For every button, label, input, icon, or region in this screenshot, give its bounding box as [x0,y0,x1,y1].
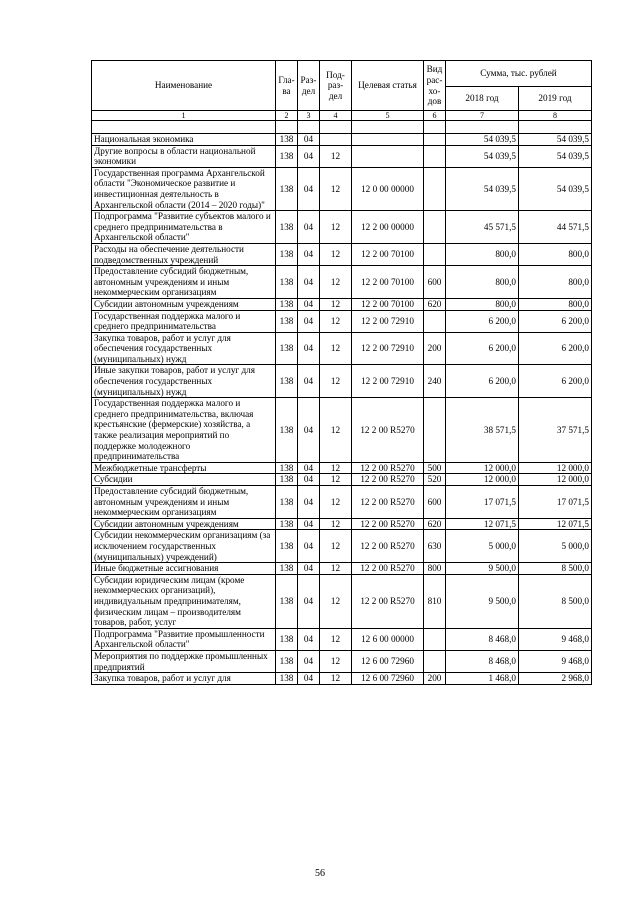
cell-name: Субсидии некоммерческим организациям (за исключением государственных (муниципальных) учреждений) [92,530,276,563]
table-row [92,298,592,310]
cell-target: 12 2 00 R5270 [352,563,424,575]
cell-section: 04 [298,243,320,265]
cell-sum-2019: 9 468,0 [519,650,592,672]
spacer-row [92,121,592,134]
cell-section: 04 [298,211,320,244]
table-row [92,628,592,650]
cell-sum-2018: 800,0 [446,298,519,310]
cell-section: 04 [298,145,320,167]
cell-target: 12 2 00 72910 [352,310,424,332]
cell-section: 04 [298,650,320,672]
cell-sum-2019: 2 968,0 [519,673,592,685]
cell-chapter: 138 [276,530,298,563]
cell-sum-2018: 1 468,0 [446,673,519,685]
cell-section: 04 [298,628,320,650]
cell-target: 12 2 00 70100 [352,298,424,310]
cell-sum-2018: 9 500,0 [446,574,519,628]
table-row [92,518,592,530]
cell-section: 04 [298,462,320,474]
cell-sum-2018: 8 468,0 [446,650,519,672]
cell-sum-2019: 6 200,0 [519,365,592,398]
cell-name: Предоставление субсидий бюджетным, автономным учреждениям и иным некоммерческим организациям [92,486,276,519]
cell-expense-type [424,167,446,210]
column-number: 6 [424,111,446,121]
cell-target: 12 2 00 00000 [352,211,424,244]
cell-chapter: 138 [276,266,298,299]
cell-subsection: 12 [320,211,352,244]
cell-target: 12 2 00 R5270 [352,398,424,463]
cell-name: Государственная программа Архангельской области "Экономическое развитие и инвестиционная деятельность в Архангельской области (2014 – 2020 годы)" [92,167,276,210]
cell-subsection: 12 [320,167,352,210]
cell-section: 04 [298,574,320,628]
cell-name: Иные закупки товаров, работ и услуг для обеспечения государственных (муниципальных) нужд [92,365,276,398]
cell-subsection: 12 [320,298,352,310]
cell-name: Субсидии автономным учреждениям [92,298,276,310]
column-number: 1 [92,111,276,121]
cell-sum-2018: 6 200,0 [446,365,519,398]
cell-target [352,134,424,146]
cell-name: Субсидии [92,474,276,486]
cell-name: Иные бюджетные ассигнования [92,563,276,575]
cell-sum-2018: 8 468,0 [446,628,519,650]
cell-section: 04 [298,486,320,519]
cell-name: Предоставление субсидий бюджетным, автономным учреждениям и иным некоммерческим организациям [92,266,276,299]
table-body [92,121,592,685]
cell-name: Подпрограмма "Развитие промышленности Архангельской области" [92,628,276,650]
header-expense-type: Вид рас-хо-дов [424,61,446,111]
cell-name: Межбюджетные трансферты [92,462,276,474]
cell-chapter: 138 [276,332,298,365]
cell-section: 04 [298,134,320,146]
cell-expense-type [424,243,446,265]
cell-chapter: 138 [276,310,298,332]
cell-expense-type: 600 [424,266,446,299]
cell-target: 12 6 00 72960 [352,650,424,672]
cell-target: 12 2 00 72910 [352,332,424,365]
column-number: 5 [352,111,424,121]
table-row [92,563,592,575]
cell-chapter: 138 [276,574,298,628]
cell-subsection: 12 [320,486,352,519]
cell-chapter: 138 [276,298,298,310]
table-row [92,486,592,519]
cell-section: 04 [298,530,320,563]
cell-sum-2019: 12 071,5 [519,518,592,530]
cell-subsection: 12 [320,310,352,332]
cell-subsection: 12 [320,462,352,474]
cell-section: 04 [298,563,320,575]
cell-expense-type: 240 [424,365,446,398]
cell-sum-2018: 54 039,5 [446,134,519,146]
cell-chapter: 138 [276,650,298,672]
cell-section: 04 [298,398,320,463]
cell-expense-type: 520 [424,474,446,486]
cell-chapter: 138 [276,518,298,530]
page-number: 56 [315,868,325,879]
cell-chapter: 138 [276,462,298,474]
cell-expense-type: 200 [424,332,446,365]
cell-name: Государственная поддержка малого и среднего предпринимательства [92,310,276,332]
cell-expense-type [424,310,446,332]
cell-target: 12 6 00 72960 [352,673,424,685]
header-sum: Сумма, тыс. рублей [446,61,592,87]
cell-sum-2018: 5 000,0 [446,530,519,563]
cell-sum-2018: 45 571,5 [446,211,519,244]
cell-target: 12 2 00 R5270 [352,486,424,519]
cell-subsection: 12 [320,243,352,265]
header-year-2019: 2019 год [519,87,592,111]
column-number: 3 [298,111,320,121]
cell-chapter: 138 [276,167,298,210]
cell-target: 12 2 00 R5270 [352,530,424,563]
column-number: 7 [446,111,519,121]
cell-sum-2018: 9 500,0 [446,563,519,575]
cell-sum-2018: 38 571,5 [446,398,519,463]
cell-sum-2019: 6 200,0 [519,310,592,332]
cell-sum-2019: 12 000,0 [519,474,592,486]
cell-name: Закупка товаров, работ и услуг для [92,673,276,685]
cell-sum-2018: 6 200,0 [446,310,519,332]
cell-expense-type: 800 [424,563,446,575]
header-chapter: Гла-ва [276,61,298,111]
header-year-2018: 2018 год [446,87,519,111]
cell-sum-2018: 800,0 [446,266,519,299]
cell-name: Государственная поддержка малого и среднего предпринимательства, включая крестьянские (фермерские) хозяйства, а также реализация мероприятий по поддержке молодежного предпринимательства [92,398,276,463]
cell-section: 04 [298,474,320,486]
cell-sum-2019: 44 571,5 [519,211,592,244]
cell-section: 04 [298,673,320,685]
cell-expense-type: 500 [424,462,446,474]
table-row [92,332,592,365]
cell-chapter: 138 [276,211,298,244]
cell-chapter: 138 [276,134,298,146]
table-row [92,266,592,299]
table-row [92,673,592,685]
cell-sum-2019: 54 039,5 [519,167,592,210]
cell-name: Субсидии автономным учреждениям [92,518,276,530]
cell-target [352,145,424,167]
table-row [92,462,592,474]
cell-sum-2019: 54 039,5 [519,134,592,146]
cell-subsection: 12 [320,650,352,672]
table-row [92,530,592,563]
cell-chapter: 138 [276,673,298,685]
table-row [92,365,592,398]
cell-expense-type [424,134,446,146]
cell-subsection: 12 [320,530,352,563]
cell-expense-type [424,211,446,244]
cell-subsection [320,134,352,146]
cell-expense-type [424,628,446,650]
cell-section: 04 [298,365,320,398]
cell-subsection: 12 [320,365,352,398]
cell-subsection: 12 [320,398,352,463]
cell-subsection: 12 [320,563,352,575]
table-row [92,243,592,265]
cell-subsection: 12 [320,673,352,685]
cell-chapter: 138 [276,486,298,519]
cell-chapter: 138 [276,628,298,650]
cell-subsection: 12 [320,574,352,628]
cell-sum-2018: 54 039,5 [446,145,519,167]
cell-chapter: 138 [276,243,298,265]
cell-section: 04 [298,310,320,332]
cell-section: 04 [298,298,320,310]
cell-name: Субсидии юридическим лицам (кроме некоммерческих организаций), индивидуальным предпринимателям, физическим лицам – производителям товаров, работ, услуг [92,574,276,628]
cell-subsection: 12 [320,628,352,650]
cell-sum-2018: 800,0 [446,243,519,265]
cell-expense-type: 620 [424,518,446,530]
cell-expense-type: 600 [424,486,446,519]
cell-sum-2019: 6 200,0 [519,332,592,365]
cell-sum-2018: 17 071,5 [446,486,519,519]
cell-section: 04 [298,266,320,299]
column-number-row [92,111,592,121]
cell-target: 12 2 00 70100 [352,243,424,265]
cell-chapter: 138 [276,145,298,167]
cell-sum-2019: 800,0 [519,266,592,299]
cell-chapter: 138 [276,365,298,398]
cell-target: 12 2 00 R5270 [352,474,424,486]
cell-target: 12 2 00 R5270 [352,518,424,530]
cell-subsection: 12 [320,145,352,167]
cell-chapter: 138 [276,474,298,486]
table-row [92,211,592,244]
cell-chapter: 138 [276,563,298,575]
cell-target: 12 6 00 00000 [352,628,424,650]
cell-expense-type [424,398,446,463]
cell-target: 12 2 00 72910 [352,365,424,398]
budget-table [91,60,592,685]
table-row [92,574,592,628]
table-row [92,650,592,672]
cell-name: Закупка товаров, работ и услуг для обеспечения государственных (муниципальных) нужд [92,332,276,365]
cell-section: 04 [298,167,320,210]
cell-expense-type: 630 [424,530,446,563]
cell-sum-2018: 54 039,5 [446,167,519,210]
cell-expense-type: 810 [424,574,446,628]
cell-target: 12 2 00 R5270 [352,462,424,474]
cell-subsection: 12 [320,266,352,299]
cell-name: Мероприятия по поддержке промышленных предприятий [92,650,276,672]
document-page [91,60,591,685]
table-row [92,310,592,332]
cell-name: Другие вопросы в области национальной экономики [92,145,276,167]
cell-sum-2019: 800,0 [519,243,592,265]
cell-target: 12 2 00 70100 [352,266,424,299]
cell-name: Подпрограмма "Развитие субъектов малого и среднего предпринимательства в Архангельской области" [92,211,276,244]
cell-sum-2018: 12 000,0 [446,474,519,486]
column-number: 4 [320,111,352,121]
cell-section: 04 [298,332,320,365]
table-row [92,167,592,210]
cell-subsection: 12 [320,474,352,486]
header-name: Наименование [92,61,276,111]
cell-chapter: 138 [276,398,298,463]
cell-expense-type: 200 [424,673,446,685]
header-section: Раз-дел [298,61,320,111]
table-row [92,398,592,463]
cell-name: Расходы на обеспечение деятельности подведомственных учреждений [92,243,276,265]
table-row [92,134,592,146]
cell-sum-2019: 12 000,0 [519,462,592,474]
cell-sum-2019: 8 500,0 [519,563,592,575]
cell-subsection: 12 [320,332,352,365]
cell-target: 12 0 00 00000 [352,167,424,210]
cell-sum-2019: 17 071,5 [519,486,592,519]
table-row [92,474,592,486]
cell-subsection: 12 [320,518,352,530]
cell-sum-2018: 6 200,0 [446,332,519,365]
header-subsection: Под-раз-дел [320,61,352,111]
table-row [92,145,592,167]
cell-name: Национальная экономика [92,134,276,146]
cell-sum-2019: 9 468,0 [519,628,592,650]
cell-sum-2019: 8 500,0 [519,574,592,628]
column-number: 2 [276,111,298,121]
cell-section: 04 [298,518,320,530]
cell-target: 12 2 00 R5270 [352,574,424,628]
cell-expense-type [424,145,446,167]
header-target: Целевая статья [352,61,424,111]
cell-sum-2019: 54 039,5 [519,145,592,167]
cell-expense-type [424,650,446,672]
cell-sum-2018: 12 000,0 [446,462,519,474]
cell-sum-2018: 12 071,5 [446,518,519,530]
cell-sum-2019: 5 000,0 [519,530,592,563]
cell-expense-type: 620 [424,298,446,310]
cell-sum-2019: 800,0 [519,298,592,310]
column-number: 8 [519,111,592,121]
cell-sum-2019: 37 571,5 [519,398,592,463]
